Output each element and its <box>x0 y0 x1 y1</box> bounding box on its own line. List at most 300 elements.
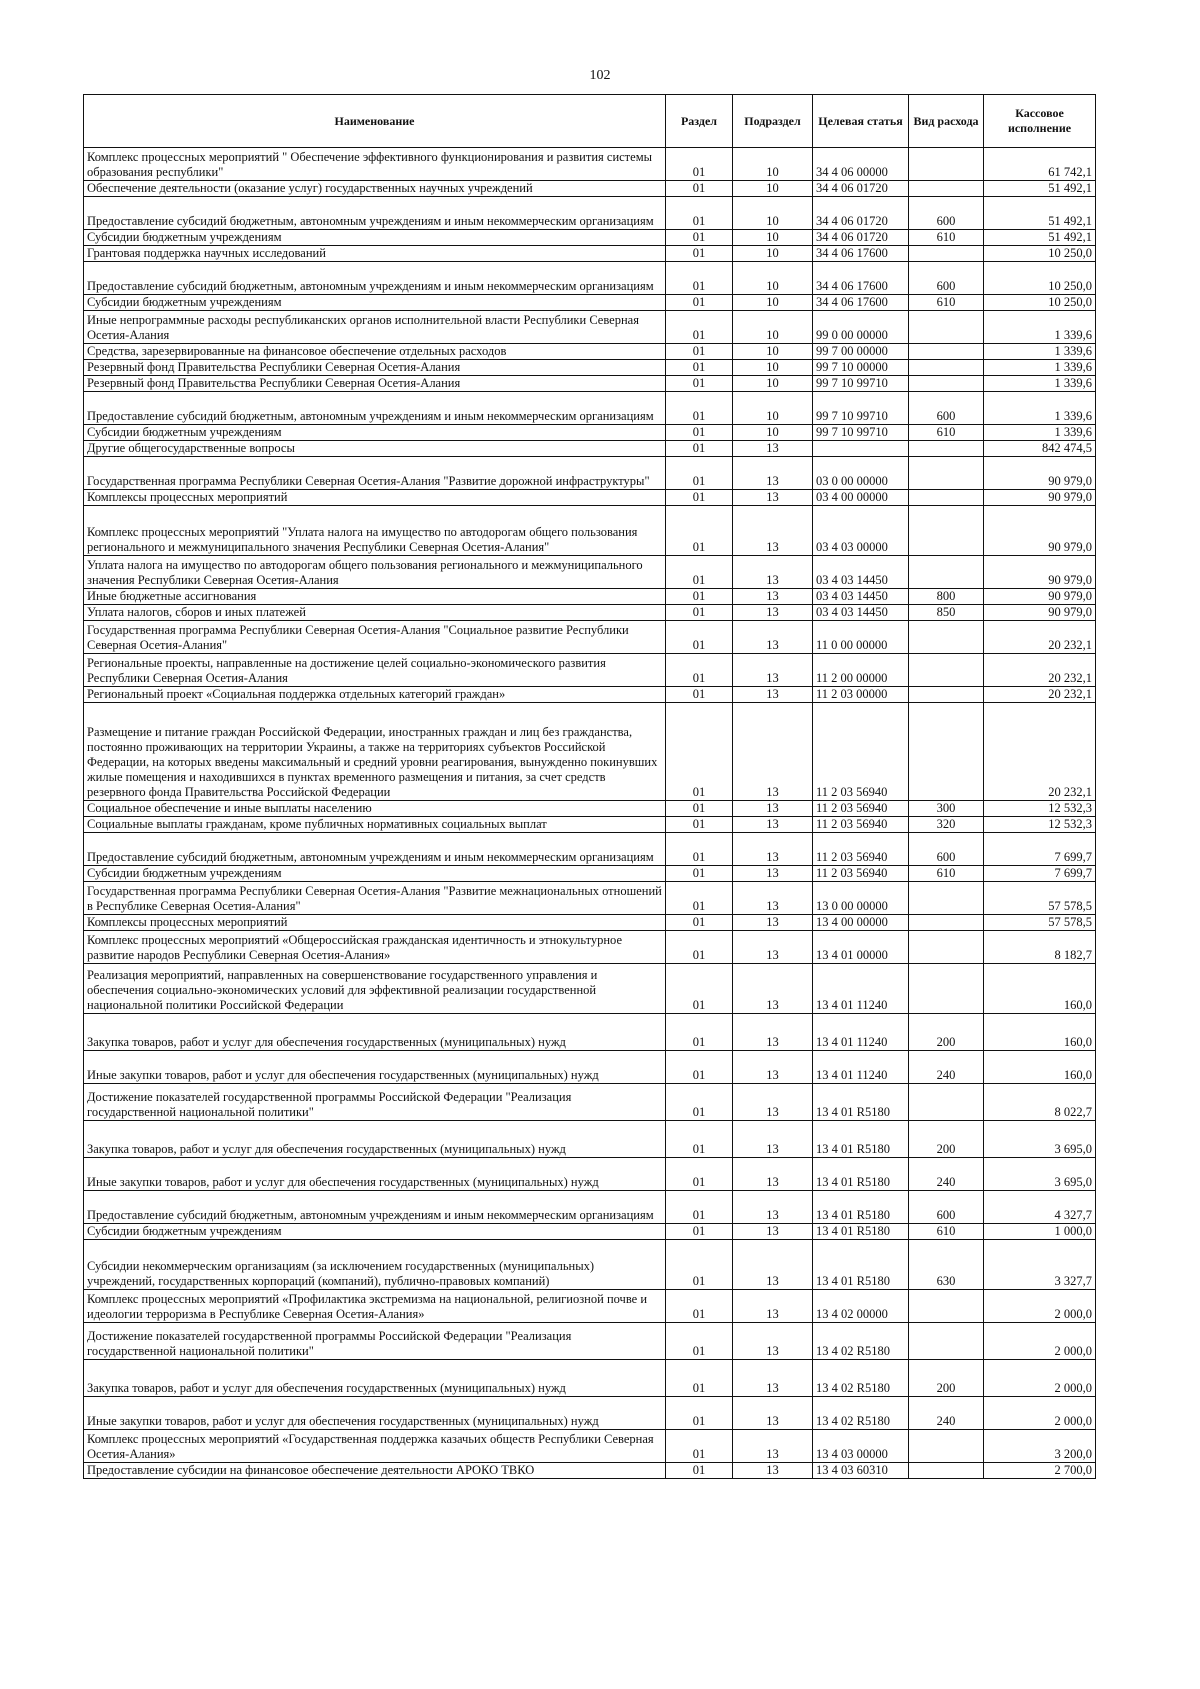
row-podrazdel: 10 <box>733 148 813 181</box>
row-name: Предоставление субсидий бюджетным, автономным учреждениям и иным некоммерческим организациям <box>84 392 666 425</box>
header-amount: Кассовое исполнение <box>984 95 1096 148</box>
row-article: 13 4 02 00000 <box>813 1290 909 1323</box>
table-row <box>84 882 1096 915</box>
table-row <box>84 1158 1096 1191</box>
row-razdel: 01 <box>666 1290 733 1323</box>
row-amount: 7 699,7 <box>984 833 1096 866</box>
row-amount: 1 000,0 <box>984 1224 1096 1240</box>
row-razdel: 01 <box>666 589 733 605</box>
budget-table <box>83 94 1096 1479</box>
row-article: 03 0 00 00000 <box>813 457 909 490</box>
row-razdel: 01 <box>666 344 733 360</box>
row-vid: 320 <box>909 817 984 833</box>
row-name: Социальное обеспечение и иные выплаты населению <box>84 801 666 817</box>
row-podrazdel: 13 <box>733 817 813 833</box>
header-razdel: Раздел <box>666 95 733 148</box>
row-vid: 850 <box>909 605 984 621</box>
table-row <box>84 1430 1096 1463</box>
table-row <box>84 654 1096 687</box>
row-razdel: 01 <box>666 882 733 915</box>
row-article: 99 7 00 00000 <box>813 344 909 360</box>
row-name: Субсидии бюджетным учреждениям <box>84 295 666 311</box>
row-name: Комплексы процессных мероприятий <box>84 490 666 506</box>
row-amount: 2 000,0 <box>984 1360 1096 1397</box>
row-name: Комплекс процессных мероприятий «Общероссийская гражданская идентичность и этнокультурное развитие народов Республики Северная Осетия-Алания» <box>84 931 666 964</box>
row-vid <box>909 1430 984 1463</box>
row-amount: 90 979,0 <box>984 589 1096 605</box>
table-row <box>84 441 1096 457</box>
row-razdel: 01 <box>666 295 733 311</box>
table-row <box>84 425 1096 441</box>
row-podrazdel: 13 <box>733 1323 813 1360</box>
row-razdel: 01 <box>666 1463 733 1479</box>
row-amount: 1 339,6 <box>984 311 1096 344</box>
table-row <box>84 181 1096 197</box>
row-razdel: 01 <box>666 687 733 703</box>
row-name: Комплекс процессных мероприятий «Государственная поддержка казачьих обществ Республики Северная Осетия-Алания» <box>84 1430 666 1463</box>
row-vid: 610 <box>909 230 984 246</box>
row-vid <box>909 311 984 344</box>
row-article: 34 4 06 17600 <box>813 246 909 262</box>
row-vid: 610 <box>909 425 984 441</box>
table-row <box>84 1397 1096 1430</box>
row-amount: 90 979,0 <box>984 605 1096 621</box>
row-article: 13 4 01 R5180 <box>813 1240 909 1290</box>
table-row <box>84 556 1096 589</box>
table-row <box>84 1121 1096 1158</box>
table-row <box>84 801 1096 817</box>
row-vid: 800 <box>909 589 984 605</box>
table-row <box>84 360 1096 376</box>
row-vid: 200 <box>909 1121 984 1158</box>
row-name: Достижение показателей государственной программы Российской Федерации "Реализация государственной национальной политики" <box>84 1084 666 1121</box>
row-razdel: 01 <box>666 197 733 230</box>
row-name: Государственная программа Республики Северная Осетия-Алания "Социальное развитие Республики Северная Осетия-Алания" <box>84 621 666 654</box>
row-name: Иные закупки товаров, работ и услуг для обеспечения государственных (муниципальных) нужд <box>84 1051 666 1084</box>
row-article: 13 4 01 11240 <box>813 1051 909 1084</box>
row-article: 11 2 03 00000 <box>813 687 909 703</box>
row-name: Уплата налогов, сборов и иных платежей <box>84 605 666 621</box>
row-vid <box>909 441 984 457</box>
row-vid: 610 <box>909 1224 984 1240</box>
table-row <box>84 262 1096 295</box>
row-article: 13 4 02 R5180 <box>813 1397 909 1430</box>
table-row <box>84 311 1096 344</box>
row-article: 34 4 06 00000 <box>813 148 909 181</box>
row-amount: 10 250,0 <box>984 246 1096 262</box>
table-row <box>84 490 1096 506</box>
row-article: 13 4 01 00000 <box>813 931 909 964</box>
table-row <box>84 344 1096 360</box>
row-podrazdel: 10 <box>733 181 813 197</box>
row-article: 13 4 01 11240 <box>813 1014 909 1051</box>
row-vid <box>909 360 984 376</box>
row-amount: 1 339,6 <box>984 360 1096 376</box>
row-podrazdel: 10 <box>733 311 813 344</box>
row-article: 99 7 10 00000 <box>813 360 909 376</box>
row-article: 11 2 03 56940 <box>813 817 909 833</box>
row-name: Уплата налога на имущество по автодорогам общего пользования регионального и межмуниципального значения Республики Северная Осетия-Алания <box>84 556 666 589</box>
row-razdel: 01 <box>666 506 733 556</box>
row-amount: 160,0 <box>984 964 1096 1014</box>
row-podrazdel: 10 <box>733 230 813 246</box>
row-podrazdel: 13 <box>733 621 813 654</box>
table-row <box>84 1051 1096 1084</box>
row-amount: 2 000,0 <box>984 1290 1096 1323</box>
header-article: Целевая статья <box>813 95 909 148</box>
row-vid: 240 <box>909 1397 984 1430</box>
row-article: 13 4 01 R5180 <box>813 1084 909 1121</box>
table-row <box>84 148 1096 181</box>
row-vid: 300 <box>909 801 984 817</box>
row-vid <box>909 457 984 490</box>
row-amount: 842 474,5 <box>984 441 1096 457</box>
row-razdel: 01 <box>666 230 733 246</box>
row-razdel: 01 <box>666 360 733 376</box>
row-vid <box>909 915 984 931</box>
row-amount: 51 492,1 <box>984 197 1096 230</box>
table-row <box>84 506 1096 556</box>
row-name: Субсидии бюджетным учреждениям <box>84 230 666 246</box>
row-article: 34 4 06 01720 <box>813 197 909 230</box>
row-podrazdel: 13 <box>733 1463 813 1479</box>
table-row <box>84 1290 1096 1323</box>
row-article: 11 0 00 00000 <box>813 621 909 654</box>
row-name: Субсидии бюджетным учреждениям <box>84 425 666 441</box>
row-razdel: 01 <box>666 457 733 490</box>
row-article: 34 4 06 17600 <box>813 262 909 295</box>
row-amount: 20 232,1 <box>984 687 1096 703</box>
row-podrazdel: 13 <box>733 866 813 882</box>
row-name: Обеспечение деятельности (оказание услуг) государственных научных учреждений <box>84 181 666 197</box>
row-amount: 160,0 <box>984 1051 1096 1084</box>
row-amount: 2 000,0 <box>984 1397 1096 1430</box>
row-podrazdel: 13 <box>733 1224 813 1240</box>
row-article: 03 4 03 14450 <box>813 605 909 621</box>
table-row <box>84 197 1096 230</box>
row-vid <box>909 506 984 556</box>
row-amount: 1 339,6 <box>984 344 1096 360</box>
row-razdel: 01 <box>666 148 733 181</box>
row-amount: 1 339,6 <box>984 392 1096 425</box>
row-article: 99 7 10 99710 <box>813 392 909 425</box>
row-article: 13 4 03 60310 <box>813 1463 909 1479</box>
page-number: 102 <box>589 68 611 83</box>
table-row <box>84 605 1096 621</box>
row-article: 13 4 01 R5180 <box>813 1224 909 1240</box>
table-header-row <box>84 95 1096 148</box>
row-podrazdel: 13 <box>733 1158 813 1191</box>
row-podrazdel: 13 <box>733 687 813 703</box>
row-podrazdel: 13 <box>733 882 813 915</box>
row-article: 13 4 01 R5180 <box>813 1191 909 1224</box>
row-vid: 240 <box>909 1158 984 1191</box>
row-vid <box>909 1323 984 1360</box>
row-amount: 90 979,0 <box>984 457 1096 490</box>
row-amount: 3 695,0 <box>984 1121 1096 1158</box>
row-podrazdel: 13 <box>733 1084 813 1121</box>
row-amount: 20 232,1 <box>984 703 1096 801</box>
row-name: Комплекс процессных мероприятий "Уплата налога на имущество по автодорогам общего пользования регионального и межмуниципального значения Республики Северная Осетия-Алания" <box>84 506 666 556</box>
row-podrazdel: 13 <box>733 833 813 866</box>
row-podrazdel: 13 <box>733 1240 813 1290</box>
row-podrazdel: 10 <box>733 392 813 425</box>
row-razdel: 01 <box>666 1158 733 1191</box>
row-razdel: 01 <box>666 1397 733 1430</box>
row-razdel: 01 <box>666 376 733 392</box>
row-razdel: 01 <box>666 964 733 1014</box>
row-podrazdel: 10 <box>733 262 813 295</box>
row-razdel: 01 <box>666 392 733 425</box>
row-podrazdel: 13 <box>733 931 813 964</box>
row-podrazdel: 10 <box>733 197 813 230</box>
row-vid <box>909 621 984 654</box>
row-vid: 600 <box>909 197 984 230</box>
row-article: 34 4 06 17600 <box>813 295 909 311</box>
row-amount: 8 182,7 <box>984 931 1096 964</box>
row-amount: 3 695,0 <box>984 1158 1096 1191</box>
row-amount: 3 327,7 <box>984 1240 1096 1290</box>
row-razdel: 01 <box>666 1051 733 1084</box>
row-podrazdel: 13 <box>733 506 813 556</box>
row-article <box>813 441 909 457</box>
row-name: Иные бюджетные ассигнования <box>84 589 666 605</box>
row-podrazdel: 13 <box>733 1191 813 1224</box>
row-name: Региональные проекты, направленные на достижение целей социально-экономического развития Республики Северная Осетия-Алания <box>84 654 666 687</box>
row-razdel: 01 <box>666 833 733 866</box>
row-razdel: 01 <box>666 1014 733 1051</box>
row-article: 11 2 03 56940 <box>813 866 909 882</box>
row-razdel: 01 <box>666 556 733 589</box>
row-article: 03 4 03 14450 <box>813 589 909 605</box>
row-name: Комплекс процессных мероприятий «Профилактика экстремизма на национальной, религиозной почве и идеологии терроризма в Республике Северная Осетия-Алания» <box>84 1290 666 1323</box>
row-podrazdel: 13 <box>733 605 813 621</box>
row-podrazdel: 13 <box>733 703 813 801</box>
row-name: Средства, зарезервированные на финансовое обеспечение отдельных расходов <box>84 344 666 360</box>
row-amount: 57 578,5 <box>984 915 1096 931</box>
row-article: 13 4 02 R5180 <box>813 1323 909 1360</box>
row-name: Иные закупки товаров, работ и услуг для обеспечения государственных (муниципальных) нужд <box>84 1158 666 1191</box>
row-vid: 600 <box>909 262 984 295</box>
row-razdel: 01 <box>666 915 733 931</box>
row-article: 13 0 00 00000 <box>813 882 909 915</box>
row-podrazdel: 10 <box>733 425 813 441</box>
row-razdel: 01 <box>666 654 733 687</box>
row-podrazdel: 13 <box>733 457 813 490</box>
row-razdel: 01 <box>666 441 733 457</box>
table-row <box>84 246 1096 262</box>
row-amount: 90 979,0 <box>984 506 1096 556</box>
row-razdel: 01 <box>666 1323 733 1360</box>
row-article: 99 7 10 99710 <box>813 376 909 392</box>
row-vid <box>909 654 984 687</box>
table-row <box>84 392 1096 425</box>
row-name: Предоставление субсидий бюджетным, автономным учреждениям и иным некоммерческим организациям <box>84 197 666 230</box>
row-podrazdel: 13 <box>733 915 813 931</box>
row-amount: 20 232,1 <box>984 654 1096 687</box>
row-podrazdel: 13 <box>733 1397 813 1430</box>
row-article: 99 7 10 99710 <box>813 425 909 441</box>
row-name: Размещение и питание граждан Российской Федерации, иностранных граждан и лиц без гражданства, постоянно проживающих на территории Украины, а также на территориях субъектов Российской Федерации, на которых введены максимальный и средний уровни реагирования, вынужденно покинувших жилые помещения и находившихся в пунктах временного размещения и питания, за счет средств резервного фонда Правительства Российской Федерации <box>84 703 666 801</box>
row-name: Другие общегосударственные вопросы <box>84 441 666 457</box>
row-vid <box>909 964 984 1014</box>
row-vid <box>909 931 984 964</box>
row-article: 34 4 06 01720 <box>813 230 909 246</box>
row-amount: 51 492,1 <box>984 230 1096 246</box>
table-row <box>84 1240 1096 1290</box>
table-row <box>84 687 1096 703</box>
row-article: 11 2 00 00000 <box>813 654 909 687</box>
table-row <box>84 833 1096 866</box>
row-vid <box>909 882 984 915</box>
row-vid <box>909 490 984 506</box>
row-razdel: 01 <box>666 1224 733 1240</box>
row-razdel: 01 <box>666 866 733 882</box>
row-amount: 7 699,7 <box>984 866 1096 882</box>
row-vid <box>909 246 984 262</box>
row-vid: 610 <box>909 295 984 311</box>
table-row <box>84 703 1096 801</box>
row-name: Предоставление субсидий бюджетным, автономным учреждениям и иным некоммерческим организациям <box>84 1191 666 1224</box>
row-razdel: 01 <box>666 621 733 654</box>
row-name: Резервный фонд Правительства Республики Северная Осетия-Алания <box>84 376 666 392</box>
header-vid: Вид расхода <box>909 95 984 148</box>
row-podrazdel: 13 <box>733 556 813 589</box>
row-amount: 51 492,1 <box>984 181 1096 197</box>
table-row <box>84 964 1096 1014</box>
table-row <box>84 1360 1096 1397</box>
row-name: Предоставление субсидий бюджетным, автономным учреждениям и иным некоммерческим организациям <box>84 833 666 866</box>
row-razdel: 01 <box>666 931 733 964</box>
row-podrazdel: 10 <box>733 376 813 392</box>
table-row <box>84 230 1096 246</box>
row-podrazdel: 13 <box>733 964 813 1014</box>
row-vid: 610 <box>909 866 984 882</box>
row-name: Закупка товаров, работ и услуг для обеспечения государственных (муниципальных) нужд <box>84 1014 666 1051</box>
row-podrazdel: 13 <box>733 1290 813 1323</box>
row-vid: 240 <box>909 1051 984 1084</box>
row-vid <box>909 1463 984 1479</box>
row-article: 13 4 03 00000 <box>813 1430 909 1463</box>
row-article: 99 0 00 00000 <box>813 311 909 344</box>
table-row <box>84 931 1096 964</box>
table-row <box>84 1323 1096 1360</box>
row-razdel: 01 <box>666 490 733 506</box>
row-name: Иные непрограммные расходы республиканских органов исполнительной власти Республики Северная Осетия-Алания <box>84 311 666 344</box>
row-amount: 12 532,3 <box>984 817 1096 833</box>
row-name: Предоставление субсидии на финансовое обеспечение деятельности АРОКО ТВКО <box>84 1463 666 1479</box>
row-razdel: 01 <box>666 1240 733 1290</box>
table-row <box>84 866 1096 882</box>
table-row <box>84 589 1096 605</box>
row-podrazdel: 13 <box>733 1051 813 1084</box>
row-vid: 630 <box>909 1240 984 1290</box>
table-row <box>84 1014 1096 1051</box>
row-amount: 61 742,1 <box>984 148 1096 181</box>
row-razdel: 01 <box>666 425 733 441</box>
row-podrazdel: 10 <box>733 344 813 360</box>
row-razdel: 01 <box>666 246 733 262</box>
row-article: 03 4 03 00000 <box>813 506 909 556</box>
row-podrazdel: 13 <box>733 1430 813 1463</box>
row-article: 03 4 00 00000 <box>813 490 909 506</box>
table-row <box>84 295 1096 311</box>
row-podrazdel: 13 <box>733 801 813 817</box>
table-row <box>84 457 1096 490</box>
row-name: Закупка товаров, работ и услуг для обеспечения государственных (муниципальных) нужд <box>84 1121 666 1158</box>
row-amount: 8 022,7 <box>984 1084 1096 1121</box>
row-razdel: 01 <box>666 1430 733 1463</box>
row-article: 11 2 03 56940 <box>813 833 909 866</box>
row-amount: 57 578,5 <box>984 882 1096 915</box>
row-name: Реализация мероприятий, направленных на совершенствование государственного управления и обеспечения социально-экономических условий для эффективной реализации государственной национальной политики Российской Федерации <box>84 964 666 1014</box>
row-amount: 160,0 <box>984 1014 1096 1051</box>
row-name: Государственная программа Республики Северная Осетия-Алания "Развитие межнациональных отношений в Республике Северная Осетия-Алания" <box>84 882 666 915</box>
row-amount: 90 979,0 <box>984 556 1096 589</box>
row-amount: 2 000,0 <box>984 1323 1096 1360</box>
table-row <box>84 1463 1096 1479</box>
row-name: Региональный проект «Социальная поддержка отдельных категорий граждан» <box>84 687 666 703</box>
row-name: Субсидии некоммерческим организациям (за исключением государственных (муниципальных) учреждений, государственных корпораций (компаний), публично-правовых компаний) <box>84 1240 666 1290</box>
row-vid <box>909 148 984 181</box>
row-amount: 1 339,6 <box>984 376 1096 392</box>
row-name: Комплексы процессных мероприятий <box>84 915 666 931</box>
row-article: 13 4 02 R5180 <box>813 1360 909 1397</box>
row-podrazdel: 10 <box>733 295 813 311</box>
row-amount: 10 250,0 <box>984 262 1096 295</box>
row-amount: 3 200,0 <box>984 1430 1096 1463</box>
row-article: 11 2 03 56940 <box>813 801 909 817</box>
row-name: Предоставление субсидий бюджетным, автономным учреждениям и иным некоммерческим организациям <box>84 262 666 295</box>
row-name: Достижение показателей государственной программы Российской Федерации "Реализация государственной национальной политики" <box>84 1323 666 1360</box>
table-row <box>84 915 1096 931</box>
header-name: Наименование <box>84 95 666 148</box>
row-podrazdel: 13 <box>733 589 813 605</box>
row-podrazdel: 13 <box>733 1014 813 1051</box>
row-razdel: 01 <box>666 605 733 621</box>
row-amount: 2 700,0 <box>984 1463 1096 1479</box>
row-podrazdel: 13 <box>733 1360 813 1397</box>
row-razdel: 01 <box>666 1084 733 1121</box>
table-row <box>84 817 1096 833</box>
row-vid: 600 <box>909 392 984 425</box>
row-razdel: 01 <box>666 311 733 344</box>
row-razdel: 01 <box>666 181 733 197</box>
row-article: 34 4 06 01720 <box>813 181 909 197</box>
row-vid <box>909 376 984 392</box>
row-podrazdel: 13 <box>733 1121 813 1158</box>
row-name: Комплекс процессных мероприятий " Обеспечение эффективного функционирования и развития системы образования республики" <box>84 148 666 181</box>
row-vid <box>909 1290 984 1323</box>
row-amount: 4 327,7 <box>984 1191 1096 1224</box>
row-vid <box>909 556 984 589</box>
row-razdel: 01 <box>666 1360 733 1397</box>
row-article: 13 4 01 R5180 <box>813 1158 909 1191</box>
row-amount: 1 339,6 <box>984 425 1096 441</box>
row-article: 13 4 01 R5180 <box>813 1121 909 1158</box>
row-name: Субсидии бюджетным учреждениям <box>84 1224 666 1240</box>
row-razdel: 01 <box>666 703 733 801</box>
row-name: Закупка товаров, работ и услуг для обеспечения государственных (муниципальных) нужд <box>84 1360 666 1397</box>
row-vid <box>909 1084 984 1121</box>
row-amount: 20 232,1 <box>984 621 1096 654</box>
row-vid: 600 <box>909 1191 984 1224</box>
row-razdel: 01 <box>666 817 733 833</box>
table-row <box>84 1084 1096 1121</box>
row-amount: 90 979,0 <box>984 490 1096 506</box>
row-vid <box>909 181 984 197</box>
row-vid <box>909 703 984 801</box>
